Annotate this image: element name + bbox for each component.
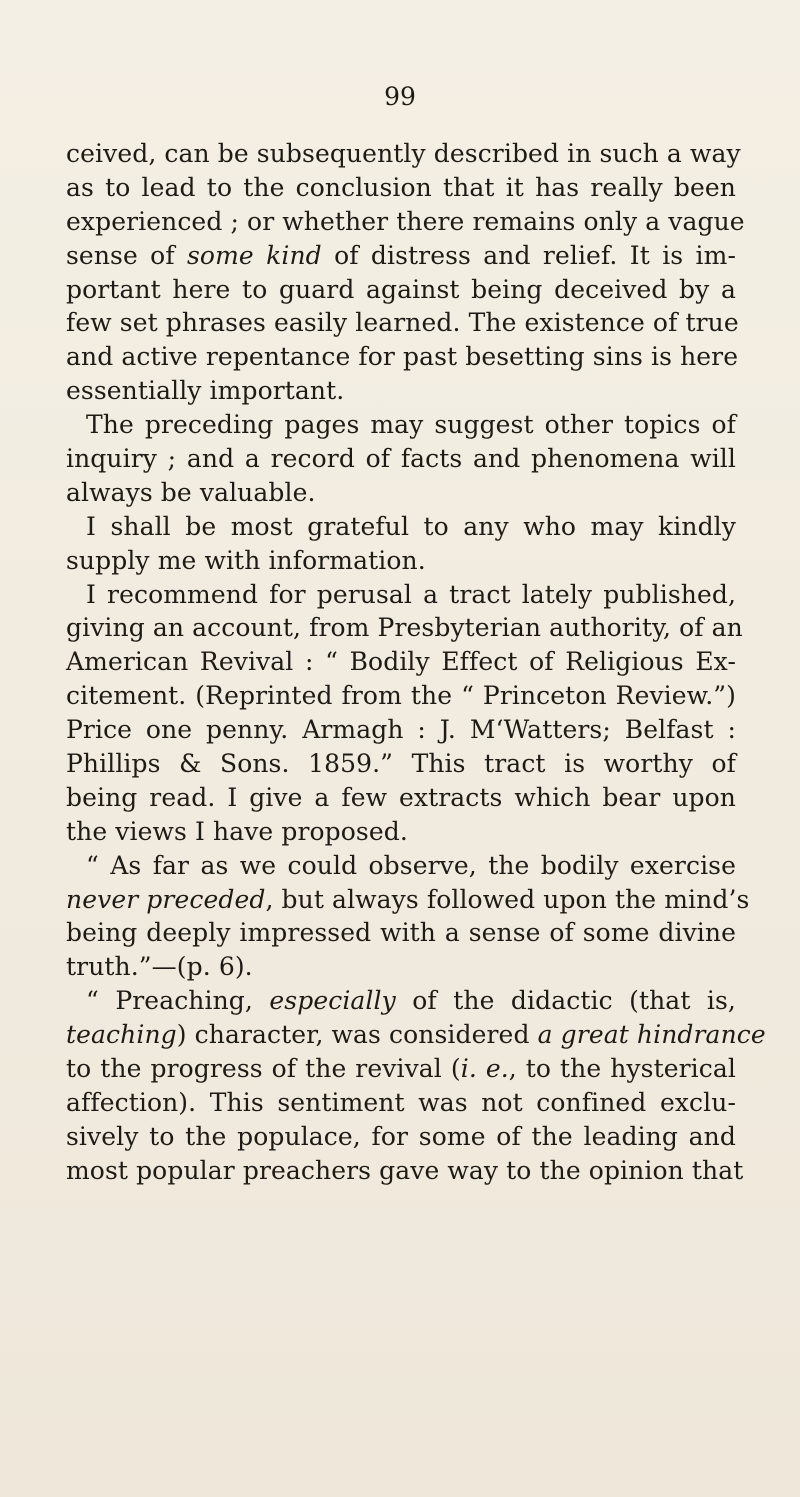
- page-number: 99: [384, 82, 416, 111]
- text-line: experienced ; or whether there remains only a vague: [66, 206, 745, 236]
- italic-phrase: some kind: [187, 240, 322, 270]
- text-line: being read. I give a few extracts which bear upon: [66, 782, 736, 812]
- text-line: affection). This sentiment was not confined exclu-: [66, 1087, 736, 1117]
- text-line: to the progress of the revival (i. e., to the hysterical: [66, 1054, 736, 1084]
- text-line: being deeply impressed with a sense of some divine: [66, 918, 736, 948]
- quote-first-line: “ Preaching, especially of the didactic (that is,: [86, 986, 736, 1016]
- text-line: sively to the populace, for some of the leading and: [66, 1121, 736, 1151]
- paragraph-first-line: I shall be most grateful to any who may kindly: [86, 511, 736, 541]
- text-line: few set phrases easily learned. The existence of true: [66, 308, 739, 338]
- text-line: teaching) character, was considered a great hindrance: [66, 1020, 766, 1050]
- text-line: the views I have proposed.: [66, 816, 408, 846]
- text-line: as to lead to the conclusion that it has really been: [66, 172, 736, 202]
- paragraph-first-line: The preceding pages may suggest other topics of: [86, 410, 736, 440]
- text-line: and active repentance for past besetting sins is here: [66, 342, 739, 372]
- text-line: ceived, can be subsequently described in such a way: [66, 139, 741, 168]
- text-line: never preceded, but always followed upon the mind’s: [66, 884, 750, 914]
- italic-phrase: especially: [269, 986, 396, 1016]
- text-line: sense of some kind of distress and relief. It is im-: [66, 240, 736, 270]
- text-line: most popular preachers gave way to the opinion that: [66, 1155, 744, 1185]
- text-line: citement. (Reprinted from the “ Princeton Review.”): [66, 681, 736, 711]
- text-line: truth.”—(p. 6).: [66, 952, 253, 982]
- italic-phrase: teaching: [66, 1020, 177, 1050]
- quote-first-line: “ As far as we could observe, the bodily exercise: [86, 850, 736, 880]
- body-text: [66, 137, 766, 1188]
- text-line: portant here to guard against being deceived by a: [66, 274, 736, 304]
- text-line: essentially important.: [66, 376, 345, 406]
- paragraph-first-line: I recommend for perusal a tract lately published,: [86, 579, 736, 609]
- italic-phrase: a great hindrance: [537, 1020, 766, 1050]
- text-line: inquiry ; and a record of facts and phenomena will: [66, 444, 736, 474]
- text-line: American Revival : “ Bodily Effect of Religious Ex-: [66, 647, 736, 677]
- text-line: Price one penny. Armagh : J. M‘Watters; Belfast :: [66, 715, 736, 745]
- italic-phrase: i. e.: [460, 1054, 509, 1084]
- text-line: supply me with information.: [66, 545, 426, 575]
- italic-phrase: never preceded: [66, 884, 266, 914]
- text-line: always be valuable.: [66, 477, 316, 507]
- text-line: giving an account, from Presbyterian authority, of an: [66, 613, 743, 643]
- text-line: Phillips & Sons. 1859.” This tract is worthy of: [66, 749, 736, 779]
